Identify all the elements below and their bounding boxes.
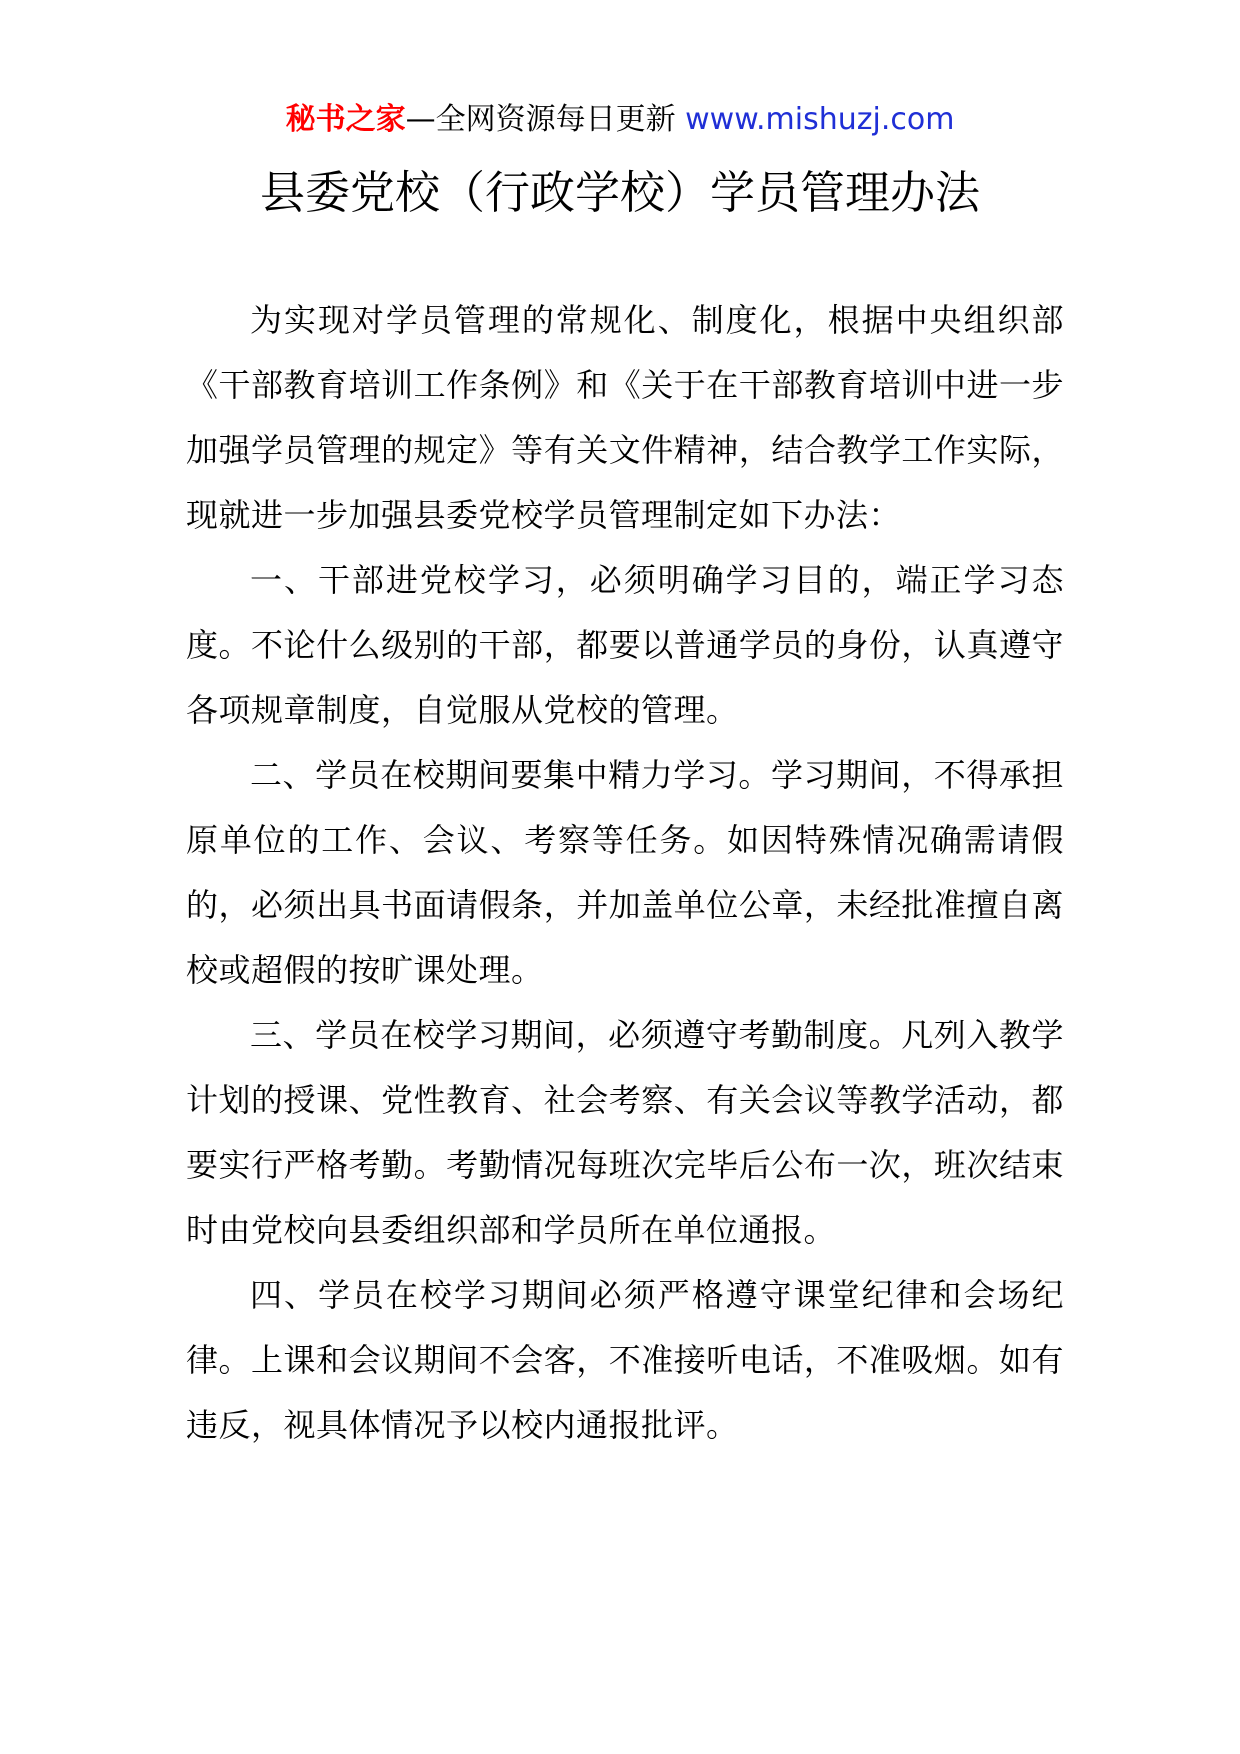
document-title: 县委党校（行政学校）学员管理办法 xyxy=(259,166,980,219)
brand-name: 秘书之家 xyxy=(285,102,406,137)
header-tagline: —全网资源每日更新 xyxy=(405,102,686,137)
paragraph-article-3: 三、学员在校学习期间，必须遵守考勤制度。凡列入教学计划的授课、党性教育、社会考察、有关会议等教学活动，都要实行严格考勤。考勤情况每班次完毕后公布一次，班次结束时由党校向县委组织部和学员所在单位通报。 xyxy=(186,1016,1064,1249)
document-body xyxy=(186,288,1064,1458)
paragraph-article-1: 一、干部进党校学习，必须明确学习目的，端正学习态度。不论什么级别的干部，都要以普通学员的身份，认真遵守各项规章制度，自觉服从党校的管理。 xyxy=(186,561,1064,729)
paragraph-article-4: 四、学员在校学习期间必须严格遵守课堂纪律和会场纪律。上课和会议期间不会客，不准接听电话，不准吸烟。如有违反，视具体情况予以校内通报批评。 xyxy=(186,1276,1064,1444)
paragraph-article-2: 二、学员在校期间要集中精力学习。学习期间，不得承担原单位的工作、会议、考察等任务。如因特殊情况确需请假的，必须出具书面请假条，并加盖单位公章，未经批准擅自离校或超假的按旷课处理。 xyxy=(186,756,1064,989)
paragraph-intro: 为实现对学员管理的常规化、制度化，根据中央组织部《干部教育培训工作条例》和《关于在干部教育培训中进一步加强学员管理的规定》等有关文件精神，结合教学工作实际，现就进一步加强县委党校学员管理制定如下办法： xyxy=(186,301,1064,534)
site-header xyxy=(0,100,1240,140)
site-url-link[interactable]: www.mishuzj.com xyxy=(685,102,955,137)
